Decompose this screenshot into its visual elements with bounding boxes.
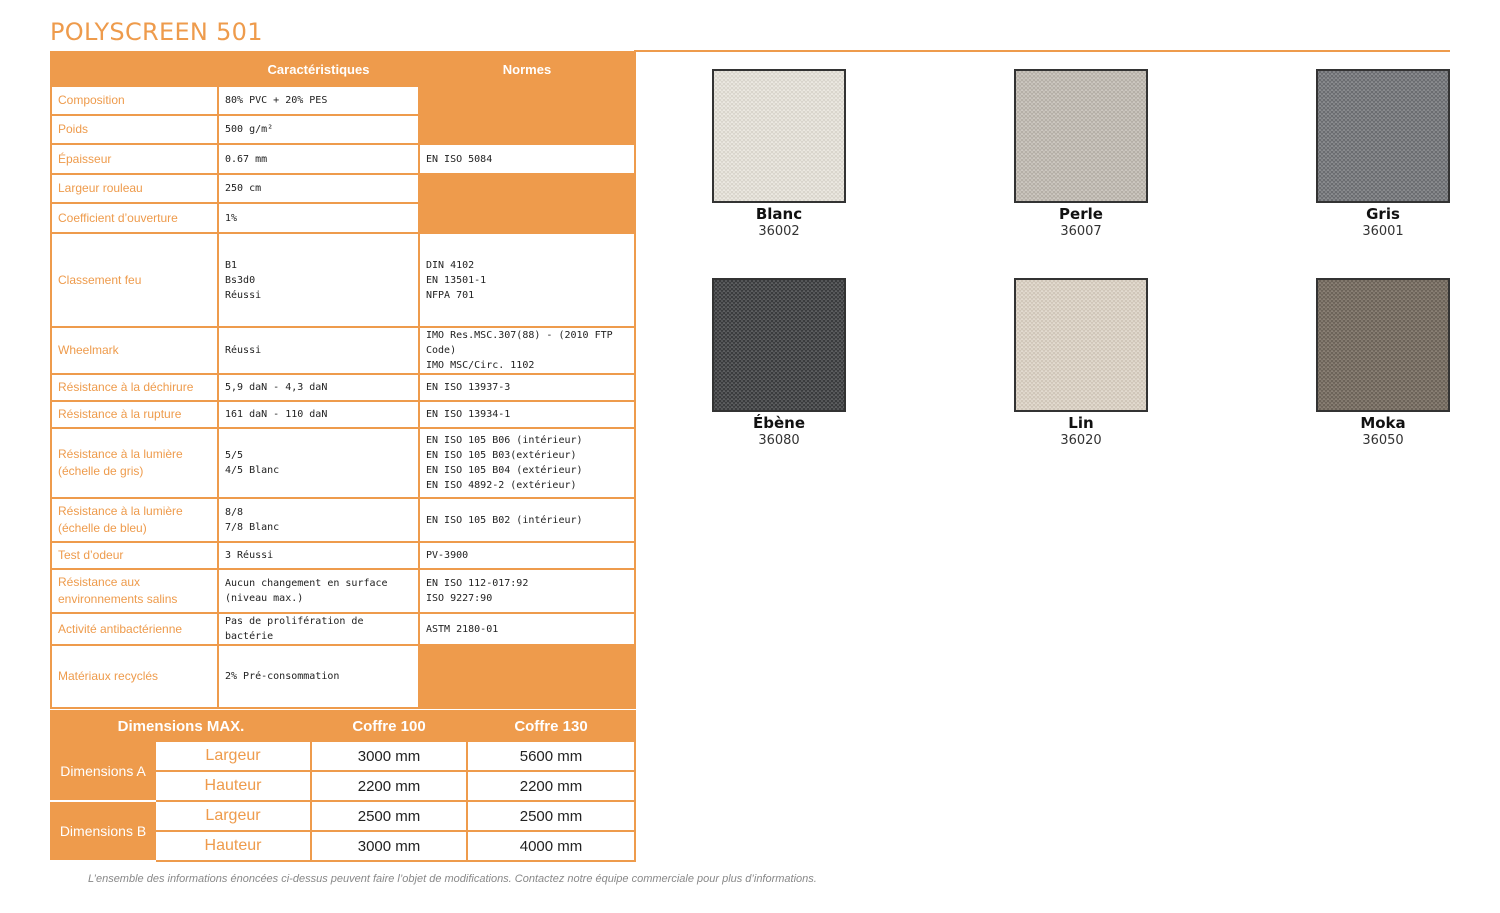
spec-value-line: Pas de prolifération de bactérie [225,616,364,642]
spec-norm-line: EN ISO 13934-1 [426,409,511,420]
title-divider [634,50,1450,52]
spec-norm [419,569,635,613]
spec-label: Composition [51,86,218,115]
specs-header-blank [51,52,218,86]
dimension-coffre-100: 3000 mm [311,741,467,771]
spec-row [51,233,635,327]
fabric-swatch [1014,278,1148,450]
spec-label: Matériaux recyclés [51,645,218,708]
spec-value [218,645,419,708]
dimension-group-label: Dimensions B [51,801,155,861]
spec-norm-line: EN ISO 105 B03(extérieur) [426,450,577,461]
fabric-swatch-code: 36002 [758,224,800,239]
spec-row [51,144,635,174]
spec-value-line: 5,9 daN - 4,3 daN [225,382,328,393]
spec-value-line: 500 g/m² [225,124,274,135]
dimension-coffre-130: 2500 mm [467,801,635,831]
spec-norm-line: NFPA 701 [426,289,475,301]
spec-value [218,613,419,645]
spec-value [218,542,419,569]
spec-norm-line: IMO MSC/Circ. 1102 [426,360,535,371]
fabric-swatch-sample [1316,278,1450,412]
spec-norm-line: EN ISO 105 B06 (intérieur) [426,435,583,446]
spec-value-line: Aucun changement en surface [225,578,388,589]
spec-label: Poids [51,115,218,144]
spec-norm-line: EN ISO 4892-2 (extérieur) [426,480,577,491]
dimensions-header-coffre-100: Coffre 100 [311,711,467,741]
dimension-coffre-130: 2200 mm [467,771,635,801]
dimension-group-label: Dimensions A [51,741,155,801]
dimension-coffre-130: 4000 mm [467,831,635,861]
spec-row [51,542,635,569]
fabric-swatch-sample [712,69,846,203]
spec-label: Résistance à la lumière (échelle de gris) [51,428,218,498]
spec-label: Résistance à la rupture [51,401,218,428]
spec-norm-line: EN ISO 105 B04 (extérieur) [426,465,583,476]
spec-value-line: Réussi [225,345,262,356]
spec-value-line: Réussi [225,289,262,301]
spec-norm [419,542,635,569]
spec-norm-line: EN ISO 105 B02 (intérieur) [426,514,583,526]
spec-value-line: 3 Réussi [225,550,274,561]
fabric-swatch-code: 36001 [1362,224,1404,239]
dimension-type: Hauteur [155,771,311,801]
spec-label: Résistance aux environnements salins [51,569,218,613]
spec-label: Activité antibactérienne [51,613,218,645]
spec-norm [419,327,635,374]
spec-value [218,498,419,542]
spec-norm [419,374,635,401]
spec-norm [419,428,635,498]
dimension-coffre-130: 5600 mm [467,741,635,771]
spec-row [51,498,635,542]
spec-row [51,374,635,401]
dimensions-header-coffre-130: Coffre 130 [467,711,635,741]
fabric-swatch-sample [712,278,846,412]
spec-norm [419,401,635,428]
fabric-swatch-code: 36050 [1362,433,1404,448]
page-title: POLYSCREEN 501 [50,18,263,46]
spec-value [218,115,419,144]
specs-table [50,51,636,709]
spec-value [218,428,419,498]
fabric-swatch [1316,278,1450,450]
spec-value [218,203,419,233]
spec-row [51,401,635,428]
spec-norm-line: EN ISO 13937-3 [426,382,511,393]
fabric-swatch-sample [1316,69,1450,203]
fabric-swatch-name: Perle [1059,205,1103,223]
dimension-type: Hauteur [155,831,311,861]
fabric-swatch [1316,69,1450,241]
dimension-type: Largeur [155,801,311,831]
spec-value-line: 0.67 mm [225,153,268,165]
spec-value-line: 7/8 Blanc [225,522,280,533]
spec-norm-line: PV-3900 [426,550,469,561]
dimension-coffre-100: 2200 mm [311,771,467,801]
spec-value-line: 1% [225,212,238,224]
spec-value-line: 161 daN - 110 daN [225,409,328,420]
fabric-swatch [1014,69,1148,241]
spec-row [51,86,635,115]
fabric-swatch-name: Blanc [755,205,803,223]
dimensions-header-title: Dimensions MAX. [51,711,311,741]
spec-row [51,327,635,374]
fabric-swatch-code: 36007 [1060,224,1102,239]
fabric-swatch-name: Gris [1366,205,1400,223]
spec-row [51,569,635,613]
spec-norm [419,498,635,542]
spec-norm [419,144,635,174]
spec-value-line: 80% PVC + 20% PES [225,95,328,106]
fabric-swatch-sample [1014,278,1148,412]
fabric-swatch-sample [1014,69,1148,203]
spec-norm [419,233,635,327]
spec-value-line: B1 [225,259,238,271]
spec-value-line: 4/5 Blanc [225,465,280,476]
spec-label: Épaisseur [51,144,218,174]
spec-norm-line: DIN 4102 [426,259,475,271]
spec-row [51,613,635,645]
fabric-swatch-name: Moka [1360,414,1406,432]
spec-value [218,86,419,115]
spec-row [51,645,635,708]
spec-norm-empty [419,645,635,708]
dimension-coffre-100: 2500 mm [311,801,467,831]
spec-label: Coefficient d’ouverture [51,203,218,233]
fabric-swatch-code: 36080 [758,433,800,448]
spec-norm-line: IMO Res.MSC.307(88) - (2010 FTP Code) [426,330,613,356]
spec-norm-empty [419,86,635,144]
spec-label: Largeur rouleau [51,174,218,203]
dimension-row [51,801,635,831]
spec-value-line: (niveau max.) [225,593,304,604]
specs-header-norms: Normes [419,52,635,86]
spec-value [218,374,419,401]
spec-norm-line: EN ISO 5084 [426,153,493,165]
spec-norm [419,613,635,645]
spec-norm-empty [419,174,635,233]
spec-value [218,174,419,203]
spec-norm-line: EN ISO 112-017:92 [426,578,529,589]
spec-value-line: Bs3d0 [225,274,256,286]
spec-value-line: 5/5 [225,450,244,461]
dimension-coffre-100: 3000 mm [311,831,467,861]
spec-norm-line: EN 13501-1 [426,274,487,286]
spec-row [51,174,635,203]
dimension-type: Largeur [155,741,311,771]
spec-label: Résistance à la lumière (échelle de bleu) [51,498,218,542]
spec-label: Test d’odeur [51,542,218,569]
footnote: L’ensemble des informations énoncées ci-dessus peuvent faire l’objet de modifications. Contactez notre équipe commerciale pour plus d’informations. [88,873,817,885]
spec-norm-line: ISO 9227:90 [426,593,493,604]
fabric-swatch-name: Ébène [752,414,805,432]
spec-label: Résistance à la déchirure [51,374,218,401]
specs-header-characteristics: Caractéristiques [218,52,419,86]
fabric-swatch-name: Lin [1068,414,1094,432]
dimension-row [51,741,635,771]
fabric-swatch-code: 36020 [1060,433,1102,448]
spec-norm-line: ASTM 2180-01 [426,623,499,635]
fabric-swatch [712,278,846,450]
dimensions-table [50,710,636,862]
spec-value [218,233,419,327]
spec-label: Classement feu [51,233,218,327]
spec-value-line: 2% Pré-consommation [225,671,340,682]
spec-label: Wheelmark [51,327,218,374]
spec-value [218,327,419,374]
spec-value [218,569,419,613]
spec-value-line: 250 cm [225,183,262,194]
spec-row [51,428,635,498]
fabric-swatch [712,69,846,241]
spec-value-line: 8/8 [225,507,244,518]
spec-value [218,144,419,174]
spec-value [218,401,419,428]
